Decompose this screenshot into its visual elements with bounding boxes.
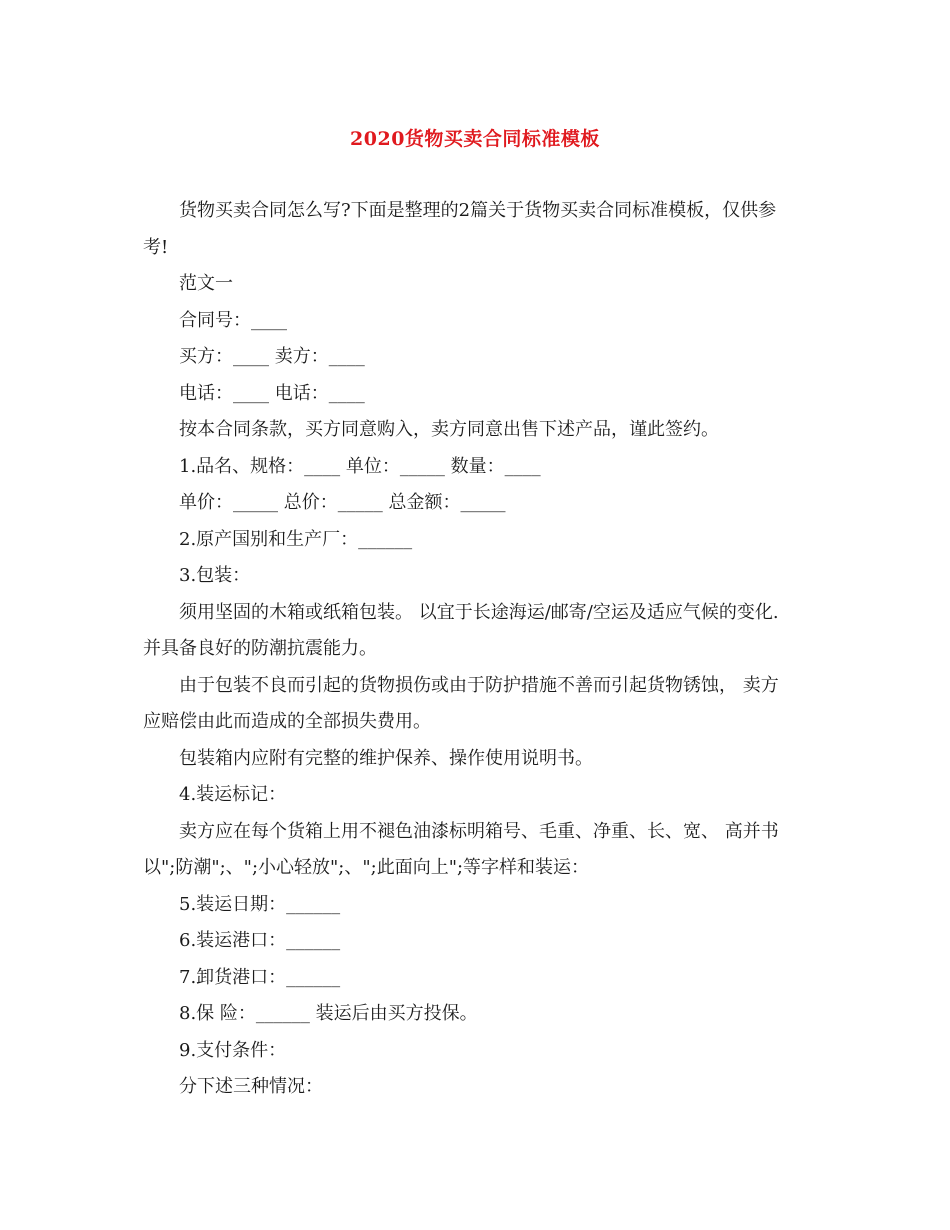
paragraph-line: 7.卸货港口：______ bbox=[179, 966, 341, 988]
paragraph-line: 8.保 险：______ 装运后由买方投保。 bbox=[179, 1003, 478, 1024]
paragraph-line: 货物买卖合同怎么写?下面是整理的2篇关于货物买卖合同标准模板，仅供参 bbox=[179, 200, 777, 221]
document-title: 2020货物买卖合同标准模板 bbox=[350, 128, 600, 150]
paragraph-line: 应赔偿由此而造成的全部损失费用。 bbox=[143, 711, 431, 732]
paragraph-line: 5.装运日期：______ bbox=[179, 893, 341, 915]
paragraph-line: 1.品名、规格：____ 单位：_____ 数量：____ bbox=[179, 455, 541, 477]
paragraph-line: 并具备良好的防潮抗震能力。 bbox=[143, 638, 377, 659]
paragraph-line: 由于包装不良而引起的货物损伤或由于防护措施不善而引起货物锈蚀， 卖方 bbox=[179, 674, 779, 696]
paragraph-line: 电话：____ 电话：____ bbox=[179, 382, 365, 404]
paragraph-line: 范文一 bbox=[179, 273, 233, 294]
paragraph-line: 9.支付条件： bbox=[179, 1039, 287, 1061]
paragraph-line: 按本合同条款，买方同意购入，卖方同意出售下述产品，谨此签约。 bbox=[179, 419, 719, 440]
paragraph-line: 2.原产国别和生产厂：______ bbox=[179, 528, 413, 550]
document-body bbox=[143, 193, 811, 1106]
paragraph-line: 包装箱内应附有完整的维护保养、操作使用说明书。 bbox=[179, 747, 593, 769]
paragraph-line: 以";防潮";、";小心轻放";、";此面向上";等字样和装运： bbox=[143, 857, 590, 878]
paragraph-line: 单价：_____ 总价：_____ 总金额：_____ bbox=[179, 492, 506, 513]
paragraph-line: 6.装运港口：______ bbox=[179, 930, 341, 951]
paragraph-line: 买方：____ 卖方：____ bbox=[179, 346, 365, 367]
paragraph-line: 合同号：____ bbox=[179, 309, 287, 331]
paragraph-line: 须用坚固的木箱或纸箱包装。 以宜于长途海运/邮寄/空运及适应气候的变化. bbox=[179, 601, 779, 623]
paragraph-line: 3.包装： bbox=[179, 565, 251, 586]
paragraph-line: 考! bbox=[143, 236, 169, 258]
paragraph-line: 4.装运标记： bbox=[179, 784, 287, 805]
paragraph-line: 分下述三种情况： bbox=[179, 1076, 323, 1097]
paragraph-line: 卖方应在每个货箱上用不褪色油漆标明箱号、毛重、净重、长、宽、 高并书 bbox=[179, 820, 779, 842]
